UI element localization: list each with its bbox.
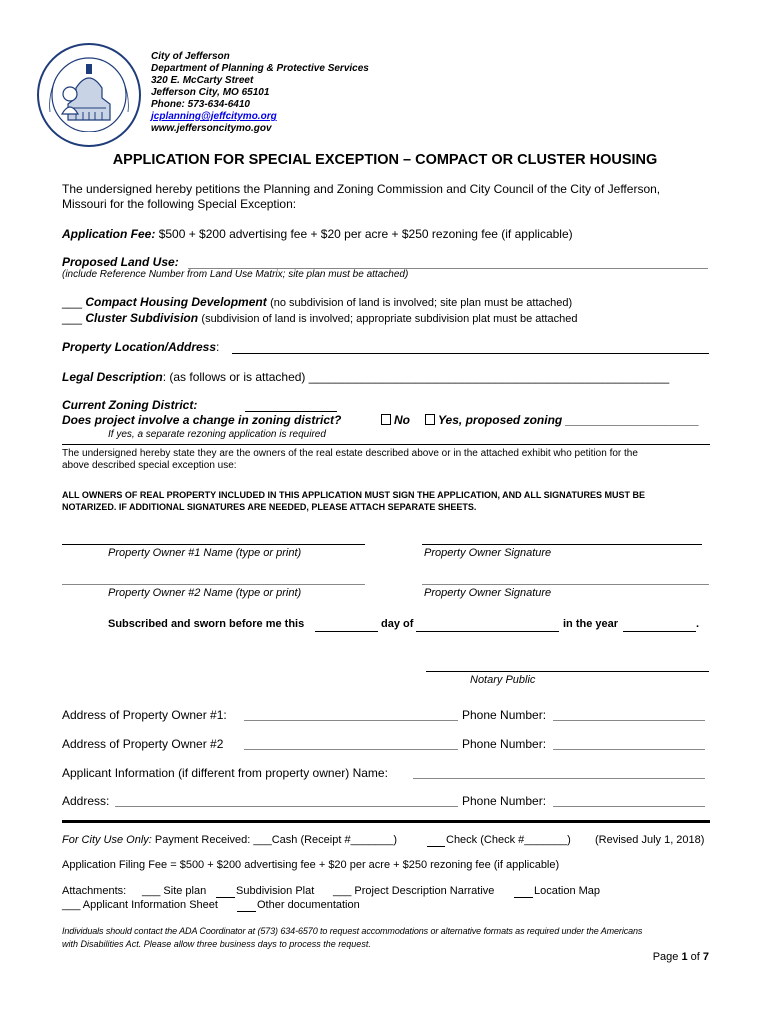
application-fee-label: Application Fee: — [62, 227, 156, 241]
section-divider — [62, 444, 710, 445]
sworn-month-field[interactable] — [416, 631, 559, 632]
sworn-day-field[interactable] — [315, 631, 378, 632]
owner2-name-field[interactable] — [62, 584, 365, 585]
intro-line: Missouri for the following Special Exception: — [62, 197, 297, 211]
owner1-name-label: Property Owner #1 Name (type or print) — [108, 547, 302, 559]
page-total: 7 — [702, 951, 709, 963]
owner2-phone-label: Phone Number: — [462, 737, 547, 751]
page-prefix: Page — [652, 951, 682, 963]
form-title: APPLICATION FOR SPECIAL EXCEPTION – COMPACT OR CLUSTER HOUSING — [112, 152, 658, 168]
legal-description[interactable] — [62, 370, 669, 384]
applicant-name-field[interactable] — [413, 778, 705, 779]
applicant-address-field[interactable] — [115, 806, 458, 807]
option-cluster-subdivision[interactable] — [62, 311, 577, 325]
owner1-signature-field[interactable] — [422, 544, 702, 545]
applicant-phone-label: Phone Number: — [462, 794, 547, 808]
org-line: Jefferson City, MO 65101 — [151, 87, 270, 98]
current-zoning-field[interactable] — [245, 411, 337, 412]
attachment-applicant-info[interactable]: ___ Applicant Information Sheet — [62, 899, 218, 911]
check-blank[interactable] — [427, 846, 445, 847]
ada-notice-line: with Disabilities Act. Please allow three business days to process the request. — [62, 939, 371, 949]
option-blank: ___ — [62, 311, 83, 325]
attachment-site-plan[interactable]: ___ Site plan — [142, 885, 207, 897]
department-address-block — [151, 51, 369, 135]
owner2-address-field[interactable] — [244, 749, 458, 750]
sworn-year-field[interactable] — [623, 631, 696, 632]
yes-label: Yes, proposed zoning ____________________ — [438, 413, 700, 427]
owner1-name-field[interactable] — [62, 544, 365, 545]
property-location-field[interactable] — [232, 353, 709, 354]
attachment-subdivision-plat[interactable]: Subdivision Plat — [236, 885, 315, 897]
intro-line: The undersigned hereby petitions the Planning and Zoning Commission and City Council of the City of Jefferson, — [62, 182, 661, 196]
option-compact-housing[interactable] — [62, 295, 572, 309]
attachment-location-map[interactable]: Location Map — [534, 885, 601, 897]
sworn-day-label: day of — [381, 618, 414, 630]
sworn-year-label: in the year — [563, 618, 619, 630]
city-use-label: For City Use Only: — [62, 834, 152, 846]
proposed-land-use-label: Proposed Land Use: — [62, 255, 179, 269]
zoning-yes-option[interactable] — [425, 413, 699, 427]
option-label: Compact Housing Development — [85, 295, 267, 309]
option-desc: (subdivision of land is involved; appropriate subdivision plat must be attached — [201, 313, 578, 325]
owner1-address-field[interactable] — [244, 720, 458, 721]
notary-signature-field[interactable] — [426, 671, 709, 672]
notarize-notice-line: ALL OWNERS OF REAL PROPERTY INCLUDED IN THIS APPLICATION MUST SIGN THE APPLICATION, AND ALL SIGNATURES MUST BE — [62, 490, 646, 500]
attachment-project-narrative[interactable]: ___ Project Description Narrative — [333, 885, 495, 897]
payment-received: Payment Received: ___Cash (Receipt #_______) — [154, 834, 398, 846]
owner2-address-label: Address of Property Owner #2 — [62, 737, 224, 751]
zoning-no-option[interactable] — [381, 413, 410, 427]
current-zoning-label: Current Zoning District: — [62, 398, 198, 412]
owner1-address-label: Address of Property Owner #1: — [62, 708, 227, 722]
option-label: Cluster Subdivision — [85, 311, 199, 325]
city-use-divider — [62, 820, 710, 823]
property-location — [62, 340, 219, 354]
application-filing-fee: Application Filing Fee = $500 + $200 advertising fee + $20 per acre + $250 rezoning fee (if applicable) — [62, 859, 560, 871]
ada-notice-line: Individuals should contact the ADA Coordinator at (573) 634-6570 to request accommodations or alternative formats as required under the Americans — [62, 926, 643, 936]
applicant-phone-field[interactable] — [553, 806, 705, 807]
attachment-other-docs[interactable]: Other documentation — [257, 899, 360, 911]
property-location-label: Property Location/Address — [62, 340, 217, 354]
sworn-prefix: Subscribed and sworn before me this — [108, 618, 305, 630]
attachments-label: Attachments: — [62, 885, 127, 897]
application-fee — [62, 227, 573, 241]
owners-statement-line: above described special exception use: — [62, 460, 237, 471]
colon: : — [216, 340, 220, 354]
legal-description-text: : (as follows or is attached) ______________________________________________________ — [162, 370, 670, 384]
proposed-land-use-note: (include Reference Number from Land Use Matrix; site plan must be attached) — [62, 269, 409, 280]
owner2-phone-field[interactable] — [553, 749, 705, 750]
checkbox-icon[interactable] — [425, 414, 435, 425]
attachment-blank[interactable] — [514, 897, 533, 898]
sworn-period: . — [696, 618, 700, 630]
owner1-phone-label: Phone Number: — [462, 708, 547, 722]
org-line: Phone: 573-634-6410 — [151, 99, 250, 110]
city-seal-logo — [36, 42, 142, 148]
applicant-address-label: Address: — [62, 794, 110, 808]
legal-description-label: Legal Description — [62, 370, 163, 384]
owner2-signature-label: Property Owner Signature — [424, 587, 552, 599]
website-link[interactable]: www.jeffersoncitymo.gov — [151, 123, 272, 134]
org-line: 320 E. McCarty Street — [151, 75, 254, 86]
owner2-signature-field[interactable] — [422, 584, 709, 585]
owners-statement-line: The undersigned hereby state they are the owners of the real estate described above or in the attached exhibit who petition for the — [62, 448, 638, 459]
page-of: of — [687, 951, 703, 963]
no-label: No — [394, 413, 410, 427]
attachment-blank[interactable] — [237, 911, 256, 912]
page-number — [653, 951, 709, 963]
page-current: 1 — [681, 951, 688, 963]
application-fee-text: $500 + $200 advertising fee + $20 per acre + $250 rezoning fee (if applicable) — [158, 227, 573, 241]
notary-public-label: Notary Public — [470, 674, 536, 686]
option-blank: ___ — [62, 295, 83, 309]
email-link[interactable]: jcplanning@jeffcitymo.org — [151, 111, 277, 122]
owner1-phone-field[interactable] — [553, 720, 705, 721]
attachment-blank[interactable] — [216, 897, 235, 898]
city-use-only-line — [62, 834, 397, 846]
revised-date: (Revised July 1, 2018) — [595, 834, 705, 846]
applicant-name-label: Applicant Information (if different from property owner) Name: — [62, 766, 388, 780]
check-received: Check (Check #_______) — [446, 834, 571, 846]
checkbox-icon[interactable] — [381, 414, 391, 425]
notarize-notice-line: NOTARIZED. IF ADDITIONAL SIGNATURES ARE NEEDED, PLEASE ATTACH SEPARATE SHEETS. — [62, 502, 477, 512]
rezoning-note: If yes, a separate rezoning application is required — [108, 429, 326, 440]
zoning-change-question: Does project involve a change in zoning district? — [62, 413, 342, 427]
org-line: Department of Planning & Protective Services — [151, 63, 369, 74]
owner2-name-label: Property Owner #2 Name (type or print) — [108, 587, 302, 599]
org-line: City of Jefferson — [151, 51, 230, 62]
owner1-signature-label: Property Owner Signature — [424, 547, 552, 559]
option-desc: (no subdivision of land is involved; site plan must be attached) — [270, 297, 573, 309]
